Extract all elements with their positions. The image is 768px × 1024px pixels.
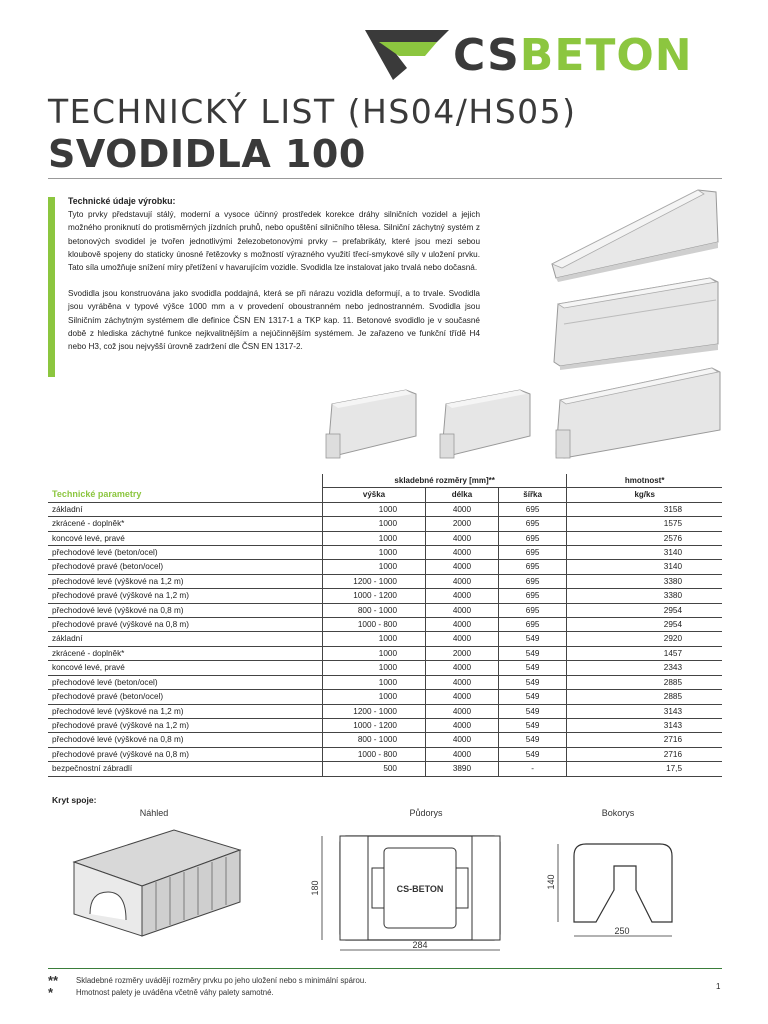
table-row (48, 574, 722, 588)
joint-cover-plan-drawing (300, 826, 520, 956)
cell-weight: 2954 (567, 618, 722, 632)
joint-cover-label: Kryt spoje: (52, 795, 97, 805)
cell-length: 4000 (426, 546, 499, 560)
table-row (48, 531, 722, 545)
cell-length: 4000 (426, 589, 499, 603)
table-row (48, 690, 722, 704)
cell-parameter: přechodové levé (výškové na 1,2 m) (48, 704, 323, 718)
cell-parameter: přechodové pravé (výškové na 1,2 m) (48, 718, 323, 732)
dimensions-header: skladebné rozměry [mm]** (323, 474, 567, 488)
table-body (48, 502, 722, 776)
cell-parameter: základní (48, 502, 323, 516)
table-row (48, 646, 722, 660)
cell-weight: 3143 (567, 704, 722, 718)
table-column-header-row (48, 488, 722, 502)
cell-parameter: přechodové pravé (beton/ocel) (48, 560, 323, 574)
table-row (48, 546, 722, 560)
cell-length: 4000 (426, 560, 499, 574)
table-group-header-row (48, 474, 722, 488)
cell-parameter: přechodové levé (výškové na 0,8 m) (48, 603, 323, 617)
cell-parameter: bezpečnostní zábradlí (48, 762, 323, 776)
side-caption: Bokorys (601, 808, 635, 818)
barrier-profile-image-2 (436, 384, 536, 462)
cell-width: 695 (498, 603, 566, 617)
cell-weight: 2885 (567, 690, 722, 704)
preview-caption: Náhled (139, 808, 169, 818)
cell-weight: 17,5 (567, 762, 722, 776)
cell-weight: 2920 (567, 632, 722, 646)
table-row (48, 603, 722, 617)
cell-length: 4000 (426, 502, 499, 516)
cell-parameter: přechodové levé (beton/ocel) (48, 546, 323, 560)
cell-width: 549 (498, 690, 566, 704)
cell-weight: 2716 (567, 733, 722, 747)
table-row (48, 733, 722, 747)
table-row (48, 560, 722, 574)
cell-weight: 3380 (567, 574, 722, 588)
cell-height: 500 (323, 762, 426, 776)
cell-weight: 3140 (567, 546, 722, 560)
cell-height: 1200 - 1000 (323, 704, 426, 718)
cell-length: 2000 (426, 646, 499, 660)
cell-weight: 3140 (567, 560, 722, 574)
cell-parameter: přechodové levé (výškové na 1,2 m) (48, 574, 323, 588)
cell-height: 800 - 1000 (323, 733, 426, 747)
intro-paragraph-2: Svodidla jsou konstruována jako svodidla poddajná, která se při nárazu vozidla deformují, a to trvale. Svodidla jsou vyráběna v typové výšce 1000 mm a v provedení oboustranném nebo jednostranném. Svodidla jsou Silničním záchytným systémem dle definice ČSN EN 1317-1 a TKP kap. 11. Betonové svodidlo je v současné době z hlediska záchytné funkce nejkvalitnějším a nejúčinnějším systémem. Je zařazeno ve funkční třídě H4 nebo H3, což jsou nejvyšší úrovně zadržení dle ČSN EN 1317-2. (68, 289, 480, 352)
cell-length: 4000 (426, 618, 499, 632)
cell-parameter: koncové levé, pravé (48, 531, 323, 545)
cell-width: 549 (498, 747, 566, 761)
cell-width: 549 (498, 632, 566, 646)
footnote-1-mark: ** (48, 973, 59, 988)
cell-parameter: přechodové pravé (výškové na 0,8 m) (48, 747, 323, 761)
cell-width: 549 (498, 675, 566, 689)
cell-width: 695 (498, 531, 566, 545)
cell-height: 1000 - 800 (323, 747, 426, 761)
cell-parameter: přechodové levé (beton/ocel) (48, 675, 323, 689)
joint-cover-preview-image (64, 822, 254, 942)
cell-length: 3890 (426, 762, 499, 776)
cell-weight: 2343 (567, 661, 722, 675)
cell-parameter: zkrácené - doplněk* (48, 517, 323, 531)
cell-width: 549 (498, 646, 566, 660)
side-dim-width: 250 (614, 926, 630, 936)
column-length: délka (426, 488, 499, 502)
cell-width: 549 (498, 733, 566, 747)
cell-height: 1000 (323, 646, 426, 660)
cell-height: 1000 (323, 560, 426, 574)
cell-length: 4000 (426, 675, 499, 689)
table-row (48, 718, 722, 732)
table-row (48, 517, 722, 531)
footnote-1-text: Skladebné rozměry uvádějí rozměry prvku po jeho uložení nebo s minimální spárou. (76, 976, 367, 986)
cell-weight: 1457 (567, 646, 722, 660)
cell-width: - (498, 762, 566, 776)
table-row (48, 502, 722, 516)
document-title: TECHNICKÝ LIST (HS04/HS05) (48, 92, 577, 131)
cell-weight: 2885 (567, 675, 722, 689)
brand-logo (365, 28, 725, 84)
cell-length: 4000 (426, 661, 499, 675)
cell-length: 2000 (426, 517, 499, 531)
plan-dim-width: 284 (412, 940, 428, 950)
logo-cs: CS (453, 30, 520, 81)
table-row (48, 618, 722, 632)
footnote-2 (48, 987, 366, 999)
footnote-2-mark: * (48, 985, 54, 1001)
cell-length: 4000 (426, 718, 499, 732)
column-weight: kg/ks (567, 488, 722, 502)
cell-length: 4000 (426, 603, 499, 617)
cell-parameter: koncové levé, pravé (48, 661, 323, 675)
column-height: výška (323, 488, 426, 502)
cell-width: 695 (498, 589, 566, 603)
table-row (48, 661, 722, 675)
column-width: šířka (498, 488, 566, 502)
intro-text (68, 195, 480, 366)
table-row (48, 589, 722, 603)
footnotes (48, 975, 366, 999)
footnote-1 (48, 975, 366, 987)
cell-weight: 3380 (567, 589, 722, 603)
cell-height: 1000 (323, 531, 426, 545)
cell-width: 695 (498, 546, 566, 560)
cell-width: 549 (498, 661, 566, 675)
title-divider (48, 178, 722, 179)
cell-weight: 3143 (567, 718, 722, 732)
cell-height: 1000 - 1200 (323, 718, 426, 732)
cell-width: 695 (498, 560, 566, 574)
cell-parameter: přechodové pravé (výškové na 1,2 m) (48, 589, 323, 603)
long-barrier-image (552, 364, 724, 462)
logo-wordmark (453, 28, 693, 84)
table-row (48, 762, 722, 776)
cell-weight: 1575 (567, 517, 722, 531)
page-number: 1 (716, 982, 721, 991)
intro-paragraph-1: Tyto prvky představují stálý, moderní a vysoce účinný prostředek korekce dráhy silničních vozidel a jejich možného proniknutí do protisměrných jízdních pruhů, nebo opuštění silničního tělesa. Silniční záchytný systém z betonových svodidel je tvořen jednotlivými železobetonovými prvky – prefabrikáty, které jsou mezi sebou kloubově spojeny do staticky únosné řetězovky s možností výrazného využití třecí-smykové síly v uložení prvku. Tato síla umožňuje snížení míry přetížení v havarujícím vozidle. Svodidla lze instalovat jako trvalá nebo dočasná. (68, 210, 480, 273)
plan-logo-text: CS-BETON (396, 884, 444, 894)
cell-height: 1000 (323, 675, 426, 689)
cell-height: 1000 (323, 502, 426, 516)
cell-weight: 2954 (567, 603, 722, 617)
cell-height: 1000 (323, 546, 426, 560)
weight-header: hmotnost* (567, 474, 722, 488)
parameters-header: Technické parametry (48, 488, 323, 502)
accent-bar (48, 197, 55, 377)
side-dim-height: 140 (546, 874, 556, 890)
cell-width: 549 (498, 704, 566, 718)
cell-length: 4000 (426, 747, 499, 761)
cell-weight: 3158 (567, 502, 722, 516)
technical-parameters-table (48, 474, 722, 777)
table-row (48, 675, 722, 689)
table-row (48, 632, 722, 646)
plan-dim-height: 180 (310, 880, 320, 896)
intro-heading: Technické údaje výrobku: (68, 196, 176, 206)
logo-mark-icon (365, 28, 455, 84)
cell-weight: 2716 (567, 747, 722, 761)
footnote-2-text: Hmotnost palety je uváděna včetně váhy palety samotné. (76, 988, 274, 998)
cell-weight: 2576 (567, 531, 722, 545)
cell-parameter: přechodové pravé (beton/ocel) (48, 690, 323, 704)
cell-width: 695 (498, 574, 566, 588)
cell-length: 4000 (426, 632, 499, 646)
short-barrier-image (550, 274, 726, 370)
cell-height: 1000 - 1200 (323, 589, 426, 603)
cell-height: 1000 (323, 690, 426, 704)
barrier-profile-image-1 (322, 384, 422, 462)
cell-length: 4000 (426, 704, 499, 718)
cell-width: 695 (498, 618, 566, 632)
cell-width: 549 (498, 718, 566, 732)
cell-length: 4000 (426, 733, 499, 747)
plan-caption: Půdorys (409, 808, 443, 818)
cell-parameter: přechodové levé (výškové na 0,8 m) (48, 733, 323, 747)
joint-cover-side-drawing (540, 826, 700, 946)
cell-height: 1000 (323, 661, 426, 675)
cell-width: 695 (498, 517, 566, 531)
cell-parameter: zkrácené - doplněk* (48, 646, 323, 660)
cell-width: 695 (498, 502, 566, 516)
logo-beton: BETON (519, 30, 693, 81)
end-barrier-image (548, 186, 724, 282)
cell-parameter: základní (48, 632, 323, 646)
table-row (48, 747, 722, 761)
cell-height: 1200 - 1000 (323, 574, 426, 588)
cell-height: 1000 (323, 517, 426, 531)
cell-parameter: přechodové pravé (výškové na 0,8 m) (48, 618, 323, 632)
table-row (48, 704, 722, 718)
product-title: SVODIDLA 100 (48, 132, 366, 176)
cell-height: 1000 (323, 632, 426, 646)
cell-length: 4000 (426, 531, 499, 545)
cell-length: 4000 (426, 574, 499, 588)
cell-length: 4000 (426, 690, 499, 704)
cell-height: 1000 - 800 (323, 618, 426, 632)
cell-height: 800 - 1000 (323, 603, 426, 617)
footer-divider (48, 968, 722, 969)
